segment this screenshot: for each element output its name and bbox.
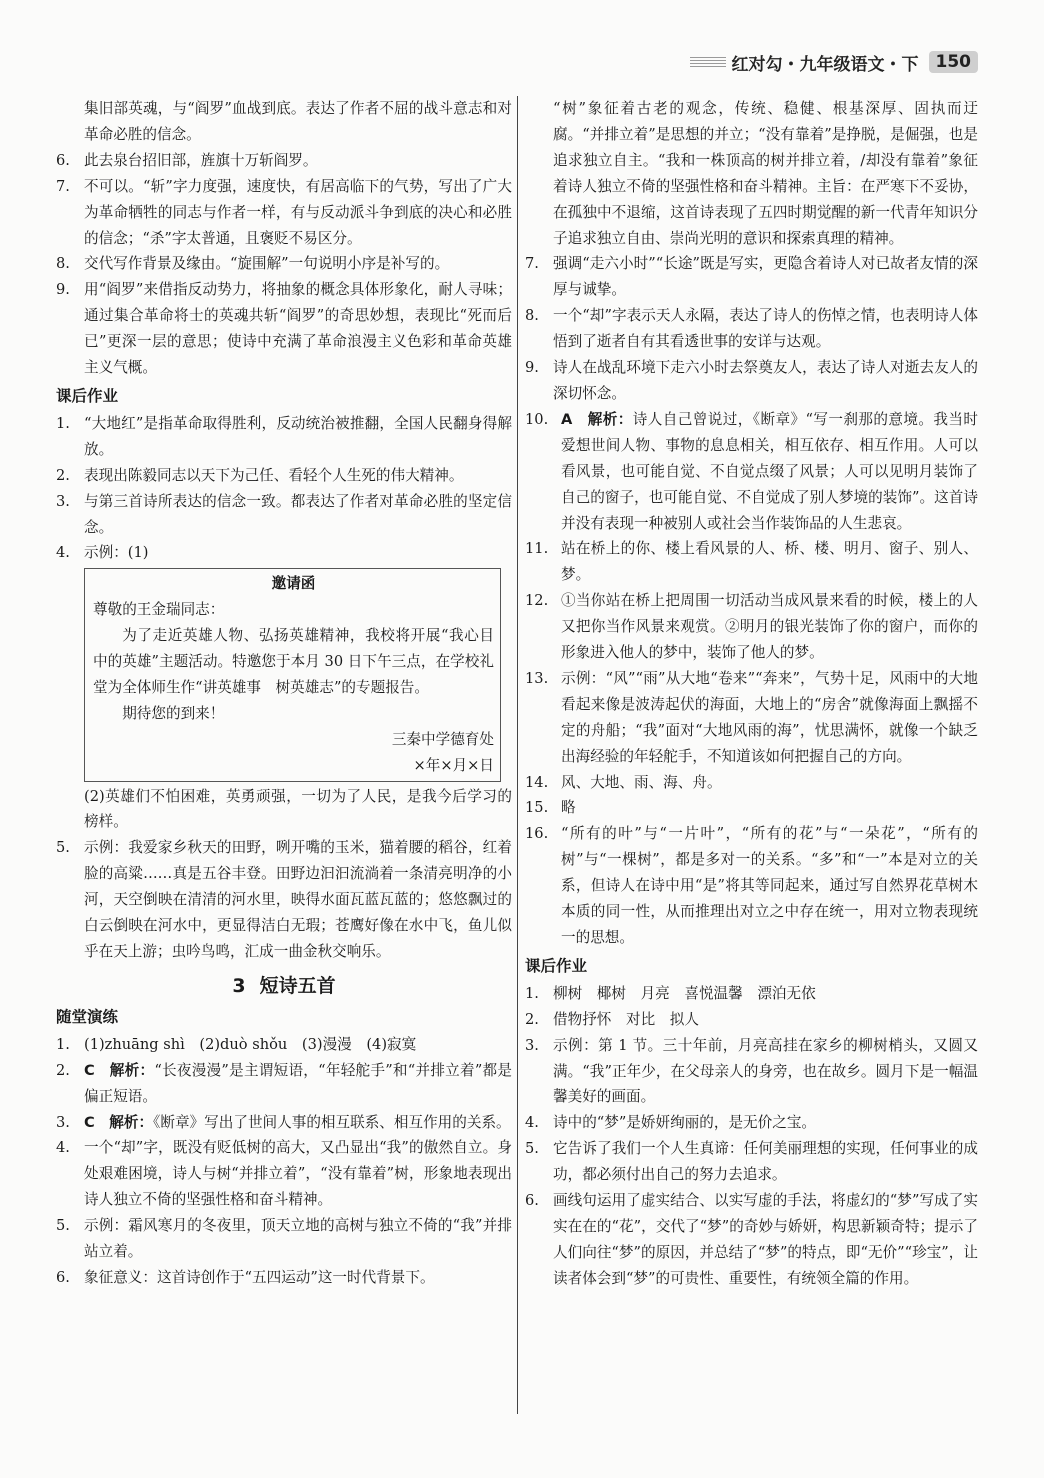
invitation-letter-box [84, 568, 501, 781]
header-decoration [690, 57, 726, 67]
answer-item: 3. 示例：第 1 节。三十年前，月亮高挂在家乡的柳树梢头，又圆又满。“我”正年少，在父母亲人的身旁，也在故乡。圆月下是一幅温馨美好的画面。 [525, 1036, 978, 1106]
book-title: 红对勾・九年级语文・下 [731, 54, 919, 75]
lesson-title [56, 971, 512, 1001]
answer-item: 2. 表现出陈毅同志以天下为己任、看轻个人生死的伟大精神。 [56, 466, 464, 484]
answer-item: 9. 用“阎罗”来借指反动势力，将抽象的概念具体形象化，耐人寻味；通过集合革命将士的英魂共斩“阎罗”的奇思妙想，表现比“死而后已”更深一层的意思；使诗中充满了革命浪漫主义色彩和革命英雄主义气概。 [56, 281, 512, 377]
answer-item: 5. 示例：霜风寒月的冬夜里，顶天立地的高树与独立不倚的“我”并排站立着。 [56, 1217, 512, 1261]
answer-item: 8. 交代写作背景及缘由。“旋围解”一句说明小序是补写的。 [56, 255, 450, 273]
letter-title: 邀请函 [271, 575, 316, 593]
answer-item: 16. “所有的叶”与“一片叶”，“所有的花”与“一朵花”，“所有的树”与“一棵树”，都是多对一的关系。“多”和“一”本是对立的关系，但诗人在诗中用“是”将其等同起来，通过写自然界花草树木本质的同一性，从而推理出对立之中存在统一，用对立物表现统一的思想。 [525, 825, 978, 946]
continued-text: 集旧部英魂，与“阎罗”血战到底。表达了作者不屈的战斗意志和对革命必胜的信念。 [84, 100, 512, 143]
answer-item: 8. 一个“却”字表示天人永隔，表达了诗人的伤悼之情，也表明诗人体悟到了逝者自有其看透世事的安详与达观。 [525, 307, 978, 351]
answer-item: 4. 诗中的“梦”是娇妍绚丽的，是无价之宝。 [525, 1114, 817, 1132]
column-divider [517, 96, 518, 1414]
answer-item: 6. 此去泉台招旧部，旌旗十万斩阎罗。 [56, 151, 318, 169]
letter-greeting: 尊敬的王金瑞同志： [93, 601, 225, 619]
answer-item: 11. 站在桥上的你、楼上看风景的人、桥、楼、明月、窗子、别人、梦。 [525, 540, 978, 584]
right-column [525, 96, 978, 1292]
answer-item: 10. A 解析：诗人自己曾说过，《断章》“写一刹那的意境。我当时爱想世间人物、事物的息息相关，相互依存、相互作用。人可以看风景，也可能自觉、不自觉点缀了风景；人可以见明月装饰了自己的窗子，也可能自觉、不自觉成了别人梦境的装饰”。这首诗并没有表现一种被别人或社会当作装饰品的人生悲哀。 [525, 410, 978, 532]
section-heading-homework: 课后作业 [525, 956, 588, 975]
answer-item: 13. 示例：“风”“雨”从大地“卷来”“奔来”，气势十足，风雨中的大地看起来像是波涛起伏的海面，大地上的“房舍”就像海面上飘摇不定的舟船；“我”面对“大地风雨的海”，忧思满怀，就像一个缺乏出海经验的年轻舵手，不知道该如何把握自己的方向。 [525, 669, 978, 765]
letter-body: 为了走近英雄人物、弘扬英雄精神，我校将开展“我心目中的英雄”主题活动。特邀您于本月 30 日下午三点，在学校礼堂为全体师生作“讲英雄事 树英雄志”的专题报告。 [93, 627, 494, 696]
letter-date: ×年×月×日 [413, 756, 494, 774]
answer-item: 1. “大地红”是指革命取得胜利，反动统治被推翻，全国人民翻身得解放。 [56, 414, 512, 458]
answer-item: 1. 柳树 椰树 月亮 喜悦温馨 漂泊无依 [525, 984, 816, 1002]
letter-closing: 期待您的到来！ [122, 704, 225, 722]
answer-item: 7. 强调“走六小时”“长途”既是写实，更隐含着诗人对已故者友情的深厚与诚挚。 [525, 255, 978, 299]
page-number: 150 [929, 51, 979, 73]
answer-item: 3. C 解析：《断章》写出了世间人事的相互联系、相互作用的关系。 [56, 1113, 511, 1131]
answer-item: 2. C 解析：“长夜漫漫”是主谓短语，“年轻舵手”和“并排立着”都是偏正短语。 [56, 1061, 512, 1105]
answer-item: 6. 画线句运用了虚实结合、以实写虚的手法，将虚幻的“梦”写成了实实在在的“花”，交代了“梦”的奇妙与娇妍，构思新颖奇特；提示了人们向往“梦”的原因，并总结了“梦”的特点，即“无价”“珍宝”，让读者体会到“梦”的可贵性、重要性，有统领全篇的作用。 [525, 1192, 978, 1287]
answer-item: 12. ①当你站在桥上把周围一切活动当成风景来看的时候，楼上的人又把你当作风景来观赏。②明月的银光装饰了你的窗户，而你的形象进入他人的梦中，装饰了他人的梦。 [525, 592, 978, 662]
answer-item: 15. 略 [525, 799, 576, 817]
answer-item: 3. 与第三首诗所表达的信念一致。都表达了作者对革命必胜的坚定信念。 [56, 492, 512, 536]
answer-item: 2. 借物抒怀 对比 拟人 [525, 1010, 699, 1028]
continued-text: “树”象征着古老的观念，传统、稳健、根基深厚、固执而迂腐。“并排立着”是思想的并立；“没有靠着”是挣脱，是倔强，也是追求独立自主。“我和一株顶高的树并排立着，/却没有靠着”象征着诗人独立不倚的坚强性格和奋斗精神。主旨：在严寒下不妥协，在孤独中不退缩，这首诗表现了五四时期觉醒的新一代青年知识分子追求独立自由、崇尚光明的意识和探索真理的精神。 [553, 100, 978, 247]
answer-item: 5. 示例：我爱家乡秋天的田野，咧开嘴的玉米，猫着腰的稻谷，红着脸的高粱……真是五谷丰登。田野边汩汩流淌着一条清亮明净的小河，天空倒映在清清的河水里，映得水面瓦蓝瓦蓝的；悠悠飘过的白云倒映在河水中，更显得洁白无瑕；苍鹰好像在水中飞，鱼儿似乎在天上游；虫吟鸟鸣，汇成一曲金秋交响乐。 [56, 839, 512, 960]
answer-item: 5. 它告诉了我们一个人生真谛：任何美丽理想的实现，任何事业的成功，都必须付出自己的努力去追求。 [525, 1140, 978, 1184]
answer-item: 1. (1)zhuāng shì (2)duò shǒu (3)漫漫 (4)寂寞 [56, 1035, 417, 1053]
lesson-name: 短诗五首 [259, 974, 336, 997]
section-heading-homework: 课后作业 [56, 386, 119, 405]
page-header [690, 48, 979, 76]
answer-item: 4. 示例：(1) [56, 544, 149, 562]
answer-item: 7. 不可以。“斩”字力度强，速度快，有居高临下的气势，写出了广大为革命牺牲的同志与作者一样，有与反动派斗争到底的决心和必胜的信念；“杀”字太普通，且褒贬不易区分。 [56, 177, 512, 247]
left-column [56, 96, 512, 1291]
answer-item: 14. 风、大地、雨、海、舟。 [525, 773, 722, 791]
answer-item: 6. 象征意义：这首诗创作于“五四运动”这一时代背景下。 [56, 1268, 435, 1286]
answer-item-part: (2)英雄们不怕困难，英勇顽强，一切为了人民，是我今后学习的榜样。 [84, 787, 512, 831]
section-heading-practice: 随堂演练 [56, 1007, 119, 1026]
answer-item: 9. 诗人在战乱环境下走六小时去祭奠友人，表达了诗人对逝去友人的深切怀念。 [525, 359, 978, 402]
answer-item: 4. 一个“却”字，既没有贬低树的高大，又凸显出“我”的傲然自立。身处艰难困境，诗人与树“并排立着”，“没有靠着”树，形象地表现出诗人独立不倚的坚强性格和奋斗精神。 [56, 1139, 512, 1209]
letter-signer: 三秦中学德育处 [391, 730, 494, 748]
lesson-number: 3 [232, 974, 246, 997]
